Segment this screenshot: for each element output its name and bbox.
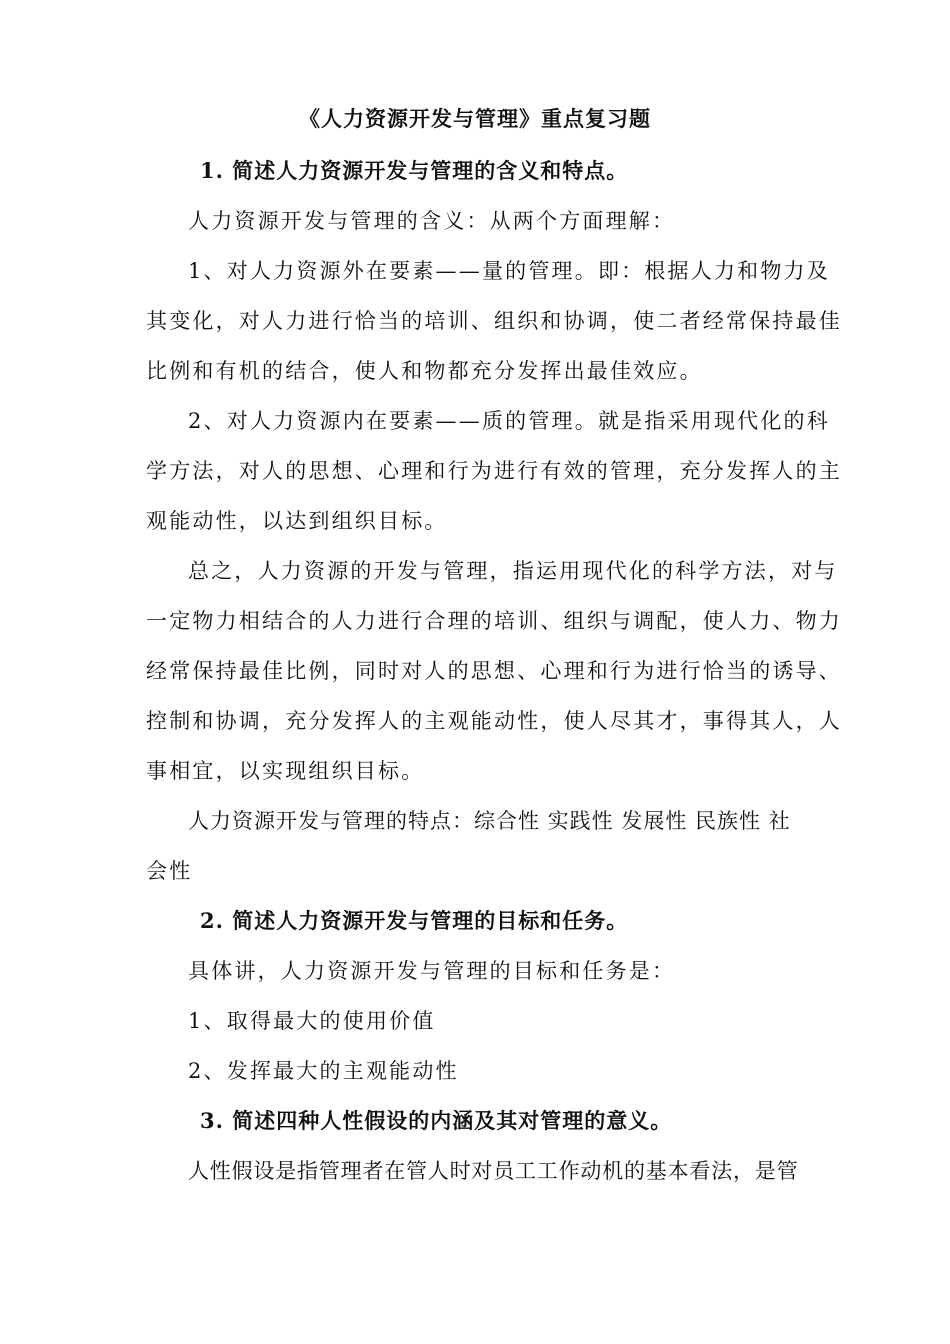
paragraph-line: 其变化，对人力进行恰当的培训、组织和协调，使二者经常保持最佳 xyxy=(146,309,842,333)
paragraph-line: 一定物力相结合的人力进行合理的培训、组织与调配，使人力、物力 xyxy=(146,609,842,633)
section-heading-1: 1. 简述人力资源开发与管理的含义和特点。 xyxy=(200,158,629,183)
paragraph-line: 比例和有机的结合，使人和物都充分发挥出最佳效应。 xyxy=(146,359,703,383)
paragraph-line: 2、对人力资源内在要素——质的管理。就是指采用现代化的科 xyxy=(188,409,830,433)
paragraph-line: 人性假设是指管理者在管人时对员工工作动机的基本看法，是管 xyxy=(188,1159,799,1183)
paragraph-line: 经常保持最佳比例，同时对人的思想、心理和行为进行恰当的诱导、 xyxy=(146,659,842,683)
paragraph-line: 控制和协调，充分发挥人的主观能动性，使人尽其才，事得其人，人 xyxy=(146,709,842,733)
document-title: 《人力资源开发与管理》重点复习题 xyxy=(299,106,651,131)
section-heading-3: 3. 简述四种人性假设的内涵及其对管理的意义。 xyxy=(200,1108,673,1133)
paragraph-line: 总之，人力资源的开发与管理，指运用现代化的科学方法，对与 xyxy=(188,559,838,583)
list-item: 2、发挥最大的主观能动性 xyxy=(188,1059,459,1083)
list-item: 1、取得最大的使用价值 xyxy=(188,1009,436,1033)
paragraph-line: 事相宜，以实现组织目标。 xyxy=(146,759,425,783)
paragraph-line: 观能动性，以达到组织目标。 xyxy=(146,509,448,533)
paragraph-line: 人力资源开发与管理的含义：从两个方面理解： xyxy=(188,209,676,233)
paragraph-line: 具体讲，人力资源开发与管理的目标和任务是： xyxy=(188,959,676,983)
paragraph-line: 1、对人力资源外在要素——量的管理。即：根据人力和物力及 xyxy=(188,259,830,283)
paragraph-line: 人力资源开发与管理的特点：综合性 实践性 发展性 民族性 社 xyxy=(188,809,791,833)
paragraph-line: 会性 xyxy=(146,859,193,883)
section-heading-2: 2. 简述人力资源开发与管理的目标和任务。 xyxy=(200,908,629,933)
paragraph-line: 学方法，对人的思想、心理和行为进行有效的管理，充分发挥人的主 xyxy=(146,459,842,483)
